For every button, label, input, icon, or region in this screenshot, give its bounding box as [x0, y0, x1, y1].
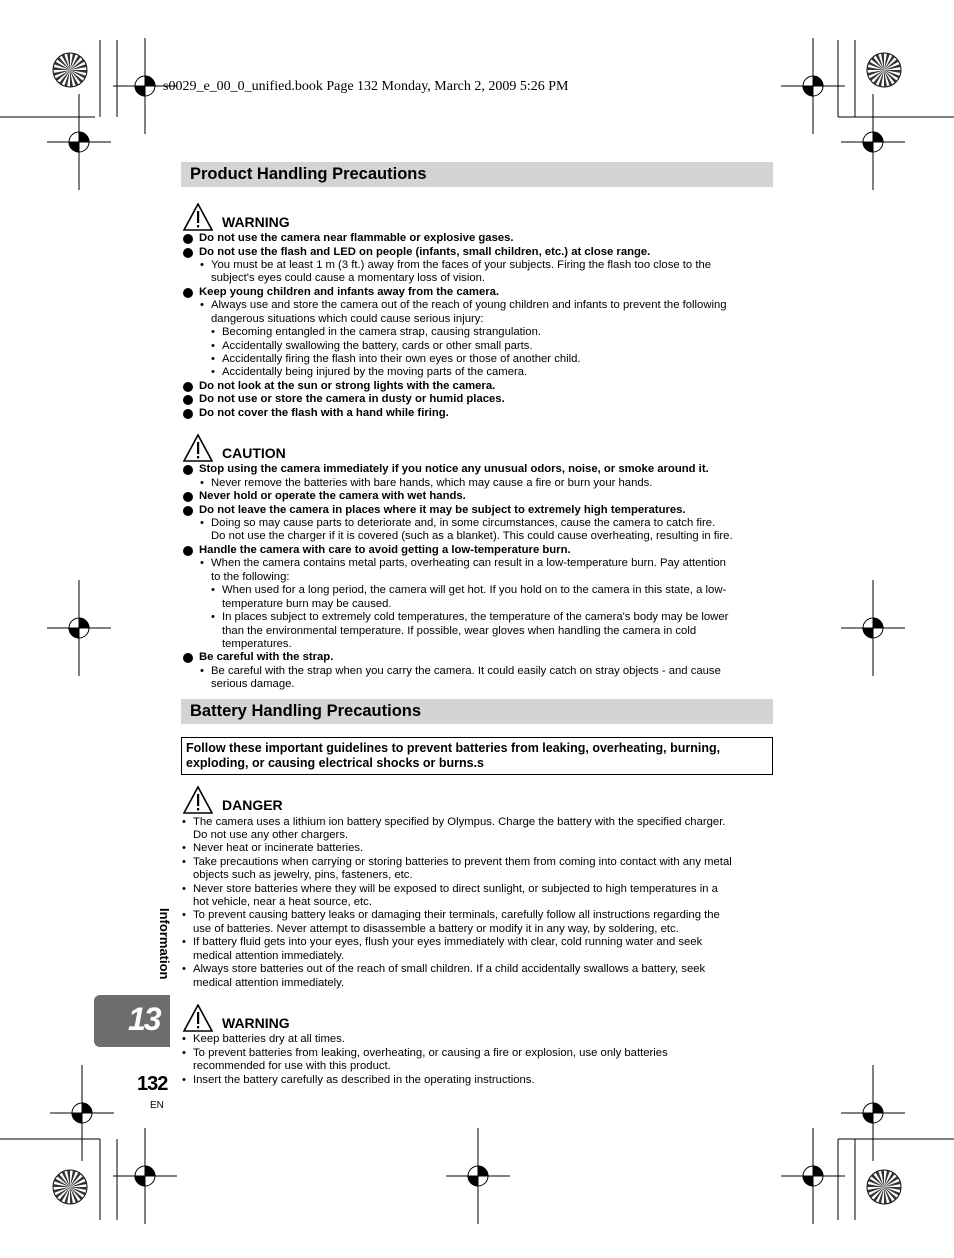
list-item: use of batteries. Never attempt to disassemble a battery or modify it in any way, by soldering, etc.	[193, 923, 679, 935]
bullet-dot-icon	[183, 465, 193, 475]
list-item: Doing so may cause parts to deteriorate and, in some circumstances, cause the camera to catch fire.	[211, 517, 716, 529]
list-item: subject's eyes could cause a momentary loss of vision.	[211, 272, 486, 284]
list-item: medical attention immediately.	[193, 950, 345, 962]
list-item: Be careful with the strap when you carry the camera. It could easily catch on stray objects - and cause	[211, 665, 721, 677]
bullet-icon: •	[211, 366, 215, 378]
bullet-icon: •	[182, 856, 186, 868]
section-title: Battery Handling Precautions	[190, 702, 422, 720]
bullet-icon: •	[182, 1033, 186, 1045]
bullet-dot-icon	[183, 653, 193, 663]
list-item: Do not leave the camera in places where it may be subject to extremely high temperatures.	[199, 504, 686, 516]
bullet-dot-icon	[183, 506, 193, 516]
danger-triangle-icon	[183, 786, 213, 814]
list-item: temperatures.	[222, 638, 292, 650]
chapter-number: 13	[128, 1001, 160, 1037]
bullet-icon: •	[211, 584, 215, 596]
bullet-icon: •	[211, 326, 215, 338]
list-item: To prevent batteries from leaking, overheating, or causing a fire or explosion, use only batteries	[193, 1047, 668, 1059]
bullet-icon: •	[182, 816, 186, 828]
bullet-dot-icon	[183, 492, 193, 502]
registration-crosshair-icon	[47, 94, 111, 190]
list-item: dangerous situations which could cause serious injury:	[211, 313, 484, 325]
list-item: To prevent causing battery leaks or damaging their terminals, carefully follow all instructions regarding the	[193, 909, 720, 921]
caution-label: CAUTION	[222, 445, 286, 461]
list-item: Insert the battery carefully as described in the operating instructions.	[193, 1074, 535, 1086]
bullet-icon: •	[182, 842, 186, 854]
list-item: Do not use any other chargers.	[193, 829, 349, 841]
print-rosette-icon	[867, 1170, 901, 1204]
list-item: Do not use or store the camera in dusty or humid places.	[199, 393, 505, 405]
registration-crosshair-icon	[781, 38, 845, 134]
bullet-icon: •	[200, 557, 204, 569]
bullet-icon: •	[182, 909, 186, 921]
bullet-dot-icon	[183, 234, 193, 244]
bullet-icon: •	[211, 353, 215, 365]
bullet-dot-icon	[183, 288, 193, 298]
print-rosette-icon	[53, 53, 87, 87]
list-item: serious damage.	[211, 678, 295, 690]
list-item: Always store batteries out of the reach of small children. If a child accidentally swallows a battery, seek	[193, 963, 706, 975]
list-item: Keep batteries dry at all times.	[193, 1033, 345, 1045]
print-rosette-icon	[867, 53, 901, 87]
list-item: Accidentally swallowing the battery, cards or other small parts.	[222, 340, 533, 352]
bullet-dot-icon	[183, 546, 193, 556]
list-item: Do not cover the flash with a hand while firing.	[199, 407, 449, 419]
section-title: Product Handling Precautions	[190, 165, 427, 183]
list-item: to the following:	[211, 571, 290, 583]
page-number: 132	[137, 1073, 168, 1095]
list-item: Never remove the batteries with bare hands, which may cause a fire or burn your hands.	[211, 477, 653, 489]
bullet-icon: •	[182, 1047, 186, 1059]
registration-crosshair-icon	[841, 1065, 905, 1161]
section-header-battery	[181, 699, 773, 724]
list-item: Never hold or operate the camera with wet hands.	[199, 490, 466, 502]
list-item: Becoming entangled in the camera strap, causing strangulation.	[222, 326, 542, 338]
list-item: When used for a long period, the camera will get hot. If you hold on to the camera in this state, a low-	[222, 584, 727, 596]
section-header-product	[181, 162, 773, 187]
bullet-icon: •	[182, 883, 186, 895]
list-item: Stop using the camera immediately if you notice any unusual odors, noise, or smoke around it.	[199, 463, 709, 475]
guideline-line: Follow these important guidelines to prevent batteries from leaking, overheating, burning,	[186, 741, 721, 755]
list-item: medical attention immediately.	[193, 977, 345, 989]
list-item: Do not use the camera near flammable or explosive gases.	[199, 232, 514, 244]
bullet-dot-icon	[183, 382, 193, 392]
registration-crosshair-icon	[446, 1128, 510, 1224]
warning-label: WARNING	[222, 1015, 290, 1031]
list-item: Handle the camera with care to avoid getting a low-temperature burn.	[199, 544, 571, 556]
list-item: Do not use the flash and LED on people (infants, small children, etc.) at close range.	[199, 246, 651, 258]
language-code: EN	[150, 1100, 164, 1111]
registration-crosshair-icon	[47, 580, 111, 676]
registration-crosshair-icon	[50, 1065, 114, 1161]
list-item: If battery fluid gets into your eyes, flush your eyes immediately with clear, cold running water and seek	[193, 936, 703, 948]
list-item: Do not use the charger if it is covered (such as a blanket). This could cause overheating, resulting in fire.	[211, 530, 733, 542]
guideline-line: exploding, or causing electrical shocks or burns.s	[186, 756, 485, 770]
bullet-icon: •	[200, 665, 204, 677]
bullet-icon: •	[182, 936, 186, 948]
list-item: than the environmental temperature. If possible, wear gloves when handling the camera in cold	[222, 625, 697, 637]
list-item: objects such as jewelry, pins, fasteners, etc.	[193, 869, 413, 881]
registration-crosshair-icon	[113, 1128, 177, 1224]
chapter-tab	[94, 995, 170, 1047]
list-item: You must be at least 1 m (3 ft.) away from the faces of your subjects. Firing the flash too close to the	[211, 259, 712, 271]
bullet-icon: •	[211, 611, 215, 623]
bullet-dot-icon	[183, 409, 193, 419]
guideline-box	[181, 737, 773, 775]
bullet-icon: •	[211, 340, 215, 352]
danger-label: DANGER	[222, 797, 283, 813]
bullet-dot-icon	[183, 395, 193, 405]
book-header-line: s0029_e_00_0_unified.book Page 132 Monday, March 2, 2009 5:26 PM	[163, 79, 569, 94]
list-item: temperature burn may be caused.	[222, 598, 392, 610]
list-item: recommended for use with this product.	[193, 1060, 391, 1072]
registration-crosshair-icon	[841, 94, 905, 190]
bullet-icon: •	[182, 1074, 186, 1086]
warning-label: WARNING	[222, 214, 290, 230]
print-rosette-icon	[53, 1170, 87, 1204]
warning-triangle-icon	[183, 203, 213, 231]
list-item: Be careful with the strap.	[199, 651, 334, 663]
registration-crosshair-icon	[781, 1128, 845, 1224]
list-item: Never heat or incinerate batteries.	[193, 842, 364, 854]
list-item: The camera uses a lithium ion battery specified by Olympus. Charge the battery with the specified charger.	[193, 816, 726, 828]
list-item: Never store batteries where they will be exposed to direct sunlight, or subjected to high temperatures in a	[193, 883, 718, 895]
bullet-dot-icon	[183, 248, 193, 258]
warning-triangle-icon	[183, 1004, 213, 1032]
list-item: Always use and store the camera out of the reach of young children and infants to prevent the following	[211, 299, 727, 311]
list-item: Do not look at the sun or strong lights with the camera.	[199, 380, 496, 392]
list-item: When the camera contains metal parts, overheating can result in a low-temperature burn. Pay attention	[211, 557, 726, 569]
list-item: Take precautions when carrying or storing batteries to prevent them from coming into contact with any metal	[193, 856, 732, 868]
bullet-icon: •	[200, 517, 204, 529]
list-item: Accidentally being injured by the moving parts of the camera.	[222, 366, 528, 378]
bullet-icon: •	[200, 299, 204, 311]
caution-triangle-icon	[183, 434, 213, 462]
bullet-icon: •	[200, 477, 204, 489]
list-item: Keep young children and infants away from the camera.	[199, 286, 500, 298]
list-item: hot vehicle, near a heat source, etc.	[193, 896, 372, 908]
bullet-icon: •	[200, 259, 204, 271]
registration-crosshair-icon	[841, 580, 905, 676]
list-item: Accidentally firing the flash into their own eyes or those of another child.	[222, 353, 581, 365]
list-item: In places subject to extremely cold temperatures, the temperature of the camera's body may be lower	[222, 611, 729, 623]
side-tab-label: Information	[157, 908, 172, 980]
bullet-icon: •	[182, 963, 186, 975]
